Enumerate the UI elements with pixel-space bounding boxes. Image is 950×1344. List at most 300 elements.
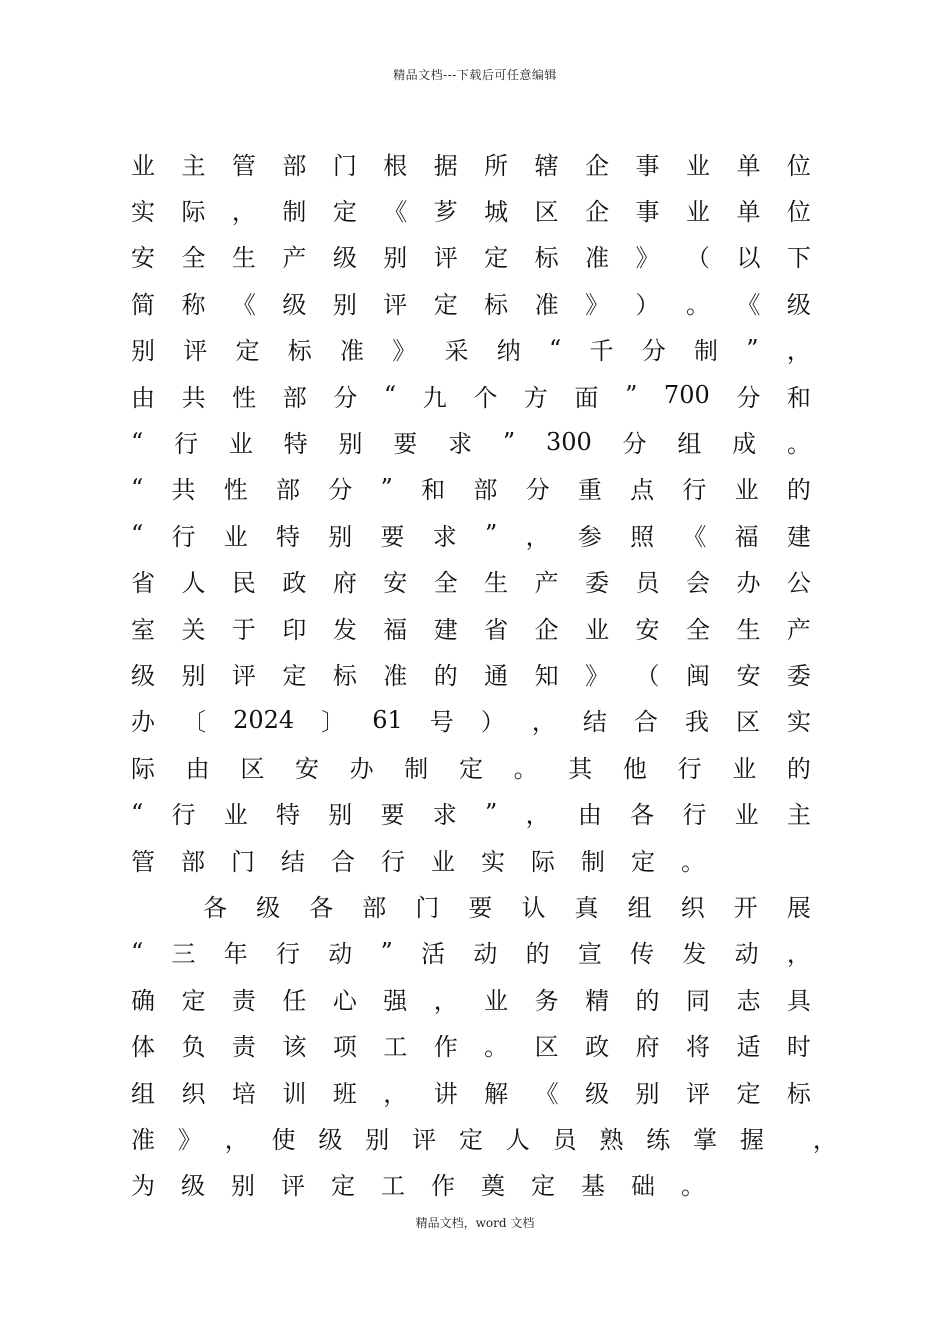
text-char: 事 <box>635 151 660 180</box>
text-char: 别 <box>131 337 155 366</box>
text-char: 定 <box>332 198 357 227</box>
text-line <box>131 372 811 418</box>
text-char: 通 <box>484 661 509 690</box>
text-char: 志 <box>736 986 761 1015</box>
text-char: 实 <box>787 708 811 737</box>
text-char: 主 <box>181 151 206 180</box>
text-line <box>131 882 811 928</box>
text-char: 别 <box>231 1172 255 1201</box>
text-char: 福 <box>734 522 759 551</box>
text-char: 业 <box>431 847 455 876</box>
text-char: 动 <box>328 940 353 969</box>
text-char: 区 <box>240 754 265 783</box>
text-char: 务 <box>534 986 559 1015</box>
text-char: 使 <box>271 1125 296 1154</box>
text-char: “ <box>131 937 144 966</box>
text-char: 实 <box>131 198 155 227</box>
text-char: 管 <box>131 847 155 876</box>
text-char: “ <box>383 381 397 410</box>
text-char: 。 <box>484 1033 509 1062</box>
text-char: 由 <box>577 801 602 830</box>
text-char: ） <box>480 708 505 737</box>
text-char: 企 <box>585 198 610 227</box>
text-char: 同 <box>685 986 710 1015</box>
text-char: 简 <box>131 290 155 319</box>
text-char: 的 <box>525 940 550 969</box>
page-footer: 精品文档，word 文档 <box>415 1216 535 1230</box>
text-char: 定 <box>458 754 483 783</box>
text-char: 将 <box>685 1033 710 1062</box>
text-char: 采 <box>444 337 469 366</box>
text-char: 行 <box>682 476 707 505</box>
text-char: 织 <box>181 1079 206 1108</box>
text-char: 和 <box>421 476 446 505</box>
text-char: 制 <box>694 337 719 366</box>
text-char: 》 <box>585 290 610 319</box>
text-char: 员 <box>635 569 660 598</box>
text-char: 求 <box>432 522 457 551</box>
text-char: 生 <box>736 615 761 644</box>
text-char: 实 <box>481 847 505 876</box>
text-char: 61 <box>372 705 403 734</box>
text-char: 》 <box>177 1125 202 1154</box>
text-char: 评 <box>433 244 458 273</box>
text-char: 城 <box>484 198 509 227</box>
text-char: 时 <box>786 1033 811 1062</box>
text-char: 级 <box>318 1125 343 1154</box>
text-char: “ <box>131 427 144 456</box>
text-char: 的 <box>433 661 458 690</box>
text-char: 人 <box>181 569 206 598</box>
text-line <box>131 558 811 604</box>
text-char: 培 <box>231 1079 256 1108</box>
text-char: 他 <box>622 754 647 783</box>
text-char: 定 <box>458 1125 483 1154</box>
text-char: 要 <box>468 893 493 922</box>
text-char: 制 <box>581 847 605 876</box>
text-char: 工 <box>383 1033 408 1062</box>
text-line <box>131 140 811 186</box>
text-char: 标 <box>332 661 357 690</box>
text-char: ， <box>231 198 256 227</box>
text-char: “ <box>131 520 144 549</box>
text-char: 政 <box>282 569 307 598</box>
text-char: 宣 <box>577 940 602 969</box>
text-char: 掌 <box>693 1125 718 1154</box>
text-char: ， <box>531 708 556 737</box>
text-char: 分 <box>333 383 358 412</box>
text-char: 行 <box>381 847 405 876</box>
text-char: 年 <box>223 940 248 969</box>
text-char: 于 <box>231 615 256 644</box>
text-char: 结 <box>281 847 305 876</box>
text-char: 标 <box>786 1079 811 1108</box>
text-char: 三 <box>171 940 196 969</box>
text-char: 础 <box>631 1172 655 1201</box>
text-char: 区 <box>735 708 760 737</box>
text-char: 照 <box>630 522 655 551</box>
text-char: 定 <box>736 1079 761 1108</box>
text-char: 奠 <box>481 1172 505 1201</box>
text-char: 主 <box>786 801 811 830</box>
text-char: 共 <box>181 383 206 412</box>
text-char: 位 <box>786 198 811 227</box>
text-line <box>131 789 811 835</box>
text-char: 负 <box>181 1033 206 1062</box>
text-char: 求 <box>432 801 457 830</box>
text-char: 精 <box>585 986 610 1015</box>
text-char: 全 <box>433 569 458 598</box>
text-char: 。 <box>681 847 705 876</box>
text-char: 业 <box>734 476 759 505</box>
text-char: 性 <box>232 383 257 412</box>
text-char: 办 <box>736 569 761 598</box>
text-char: 行 <box>677 754 702 783</box>
text-char: 制 <box>282 198 307 227</box>
text-char: 责 <box>231 1033 256 1062</box>
text-char: 定 <box>235 337 260 366</box>
text-char: 定 <box>631 847 655 876</box>
text-char: 《 <box>682 522 707 551</box>
text-char: 。 <box>513 754 538 783</box>
text-char: 项 <box>332 1033 357 1062</box>
text-char: 部 <box>276 476 301 505</box>
text-char: ” <box>746 334 759 363</box>
text-char: 解 <box>484 1079 509 1108</box>
text-char: 为 <box>131 1172 155 1201</box>
text-char: 具 <box>786 986 811 1015</box>
text-char: ， <box>525 522 550 551</box>
text-line <box>131 836 811 882</box>
text-char: 准 <box>534 290 559 319</box>
text-char: 门 <box>231 847 255 876</box>
text-line <box>131 279 811 325</box>
text-char: 认 <box>521 893 546 922</box>
text-char: 标 <box>484 290 509 319</box>
text-char: 组 <box>131 1079 155 1108</box>
text-char: 各 <box>309 893 334 922</box>
text-char: 业 <box>685 198 710 227</box>
text-char: 别 <box>332 290 357 319</box>
text-char: 级 <box>256 893 281 922</box>
text-char: 作 <box>431 1172 455 1201</box>
text-char: 福 <box>383 615 408 644</box>
text-char: 的 <box>786 476 811 505</box>
text-char: 合 <box>633 708 658 737</box>
text-char: 和 <box>786 383 811 412</box>
text-char: 业 <box>585 615 610 644</box>
text-char: 号 <box>429 708 454 737</box>
text-char: 300 <box>545 427 592 456</box>
text-char: 辖 <box>534 151 559 180</box>
text-char: 别 <box>383 244 408 273</box>
text-char: ， <box>433 986 458 1015</box>
text-line <box>131 1161 811 1207</box>
text-char: 各 <box>203 893 227 922</box>
text-char: 〕 <box>321 708 346 737</box>
text-char: 单 <box>736 198 761 227</box>
text-char: ” <box>380 937 393 966</box>
text-char: 业 <box>484 986 509 1015</box>
text-char: 别 <box>338 430 363 459</box>
text-char: 员 <box>552 1125 577 1154</box>
text-char: 参 <box>577 522 602 551</box>
text-char: 标 <box>534 244 559 273</box>
text-char: 《 <box>534 1079 559 1108</box>
text-line <box>131 650 811 696</box>
text-char: 要 <box>380 801 405 830</box>
text-char: 建 <box>786 522 811 551</box>
text-char: ， <box>786 337 811 366</box>
text-char: 府 <box>332 569 357 598</box>
text-char: 产 <box>534 569 559 598</box>
text-char: 委 <box>585 569 610 598</box>
text-line <box>131 604 811 650</box>
text-char: 行 <box>174 430 199 459</box>
text-char: 安 <box>383 569 408 598</box>
text-char: 确 <box>131 986 155 1015</box>
text-char: 评 <box>412 1125 437 1154</box>
text-char: 分 <box>525 476 550 505</box>
text-char: 体 <box>131 1033 155 1062</box>
text-char: ” <box>502 427 516 456</box>
text-char: 部 <box>362 893 387 922</box>
text-line <box>131 929 811 975</box>
text-char: 动 <box>734 940 759 969</box>
overflow-punctuation: ， <box>812 1125 837 1154</box>
text-char: 个 <box>473 383 498 412</box>
text-char: 班 <box>332 1079 357 1108</box>
text-char: 由 <box>185 754 210 783</box>
text-char: 办 <box>349 754 374 783</box>
text-line <box>131 186 811 232</box>
text-char: 级 <box>332 244 357 273</box>
text-char: 700 <box>663 381 710 410</box>
text-line <box>131 1114 837 1160</box>
text-char: “ <box>549 334 562 363</box>
text-char: 讲 <box>433 1079 458 1108</box>
text-char: 心 <box>332 986 357 1015</box>
text-char: 政 <box>585 1033 610 1062</box>
text-char: 点 <box>630 476 655 505</box>
text-char: 准 <box>340 337 364 366</box>
text-char: 室 <box>131 615 155 644</box>
text-char: 级 <box>585 1079 610 1108</box>
text-line <box>131 233 811 279</box>
text-char: 根 <box>383 151 408 180</box>
text-char: 开 <box>733 893 758 922</box>
text-char: 称 <box>181 290 206 319</box>
text-char: 强 <box>383 986 408 1015</box>
text-line <box>131 1021 811 1067</box>
text-char: 定 <box>282 661 307 690</box>
text-char: 定 <box>484 244 509 273</box>
text-char: 产 <box>282 244 307 273</box>
text-char: 。 <box>681 1172 705 1201</box>
text-char: 单 <box>736 151 761 180</box>
text-char: 印 <box>282 615 307 644</box>
text-char: 准 <box>383 661 408 690</box>
text-char: 建 <box>433 615 458 644</box>
text-char: 门 <box>415 893 440 922</box>
text-char: 际 <box>531 847 555 876</box>
text-char: 》 <box>392 337 417 366</box>
text-char: 闽 <box>685 661 710 690</box>
document-body <box>131 140 837 1207</box>
text-char: 展 <box>786 893 811 922</box>
text-char: 部 <box>473 476 498 505</box>
text-char: 省 <box>131 569 155 598</box>
text-char: 人 <box>505 1125 530 1154</box>
text-char: 九 <box>422 383 447 412</box>
text-char: 我 <box>684 708 709 737</box>
text-char: 安 <box>635 615 660 644</box>
text-char: 别 <box>181 661 206 690</box>
text-char: 熟 <box>599 1125 624 1154</box>
text-char: 动 <box>473 940 498 969</box>
text-char: 以 <box>736 244 761 273</box>
text-char: 别 <box>328 522 353 551</box>
text-char: 业 <box>131 151 155 180</box>
text-char: 合 <box>331 847 355 876</box>
text-char: 全 <box>685 615 710 644</box>
text-char: 》 <box>585 661 610 690</box>
page-header: 精品文档---下载后可任意编辑 <box>393 68 557 82</box>
text-char: 企 <box>534 615 559 644</box>
text-char: 其 <box>568 754 593 783</box>
text-char: 级 <box>282 290 307 319</box>
text-char: 该 <box>282 1033 307 1062</box>
text-char: 2024 <box>233 705 295 734</box>
text-char: 。 <box>786 430 811 459</box>
text-char: ， <box>525 801 550 830</box>
text-char: 评 <box>383 290 408 319</box>
text-char: 安 <box>131 244 155 273</box>
text-char: 纳 <box>496 337 521 366</box>
text-char: 部 <box>282 151 307 180</box>
text-char: 组 <box>677 430 702 459</box>
text-char: 产 <box>786 615 811 644</box>
text-line <box>131 465 811 511</box>
text-line <box>131 326 811 372</box>
text-char: 准 <box>585 244 610 273</box>
text-char: 的 <box>786 754 811 783</box>
text-char: 分 <box>736 383 761 412</box>
text-char: 行 <box>171 801 196 830</box>
text-line <box>131 511 811 557</box>
text-char: （ <box>635 661 660 690</box>
text-char: 公 <box>786 569 811 598</box>
text-char: 区 <box>534 198 559 227</box>
text-char: 握 <box>739 1125 764 1154</box>
text-line <box>131 743 811 789</box>
text-char: 。 <box>685 290 710 319</box>
text-char: 位 <box>786 151 811 180</box>
text-char: 活 <box>421 940 446 969</box>
text-char: ” <box>625 381 638 410</box>
text-line <box>131 697 811 743</box>
text-char: 行 <box>682 801 707 830</box>
text-char: 部 <box>282 383 307 412</box>
text-char: 级 <box>181 1172 205 1201</box>
text-char: 训 <box>282 1079 307 1108</box>
text-char: 别 <box>365 1125 390 1154</box>
text-char: 结 <box>582 708 607 737</box>
text-char: ” <box>485 798 498 827</box>
text-char: 际 <box>181 198 206 227</box>
text-char: 定 <box>531 1172 555 1201</box>
text-char: 各 <box>630 801 655 830</box>
text-char: 要 <box>380 522 405 551</box>
text-char: 安 <box>294 754 319 783</box>
text-char: 任 <box>282 986 307 1015</box>
text-char: 工 <box>381 1172 405 1201</box>
text-char: 《 <box>231 290 256 319</box>
text-char: 业 <box>732 754 757 783</box>
text-char: 关 <box>181 615 206 644</box>
text-char: 办 <box>131 708 155 737</box>
text-char: 门 <box>332 151 357 180</box>
text-char: 分 <box>328 476 353 505</box>
text-char: ） <box>635 290 660 319</box>
text-char: 生 <box>231 244 256 273</box>
text-char: 知 <box>534 661 559 690</box>
text-char: 行 <box>171 522 196 551</box>
text-char: ” <box>380 473 393 502</box>
text-char: 分 <box>641 337 666 366</box>
text-char: 标 <box>287 337 312 366</box>
text-char: 际 <box>131 754 155 783</box>
text-char: 基 <box>581 1172 605 1201</box>
text-char: 府 <box>635 1033 660 1062</box>
text-char: 方 <box>523 383 548 412</box>
text-char: 全 <box>181 244 206 273</box>
text-char: 由 <box>131 383 155 412</box>
text-char: 发 <box>332 615 357 644</box>
text-char: 企 <box>585 151 610 180</box>
text-char: 级 <box>786 290 811 319</box>
text-char: 省 <box>484 615 509 644</box>
text-char: 评 <box>685 1079 710 1108</box>
text-char: 真 <box>574 893 599 922</box>
text-char: 》 <box>635 244 660 273</box>
text-char: 求 <box>448 430 473 459</box>
text-char: 作 <box>433 1033 458 1062</box>
text-char: 会 <box>685 569 710 598</box>
text-char: 〔 <box>182 708 207 737</box>
text-char: 特 <box>276 801 301 830</box>
text-char: 定 <box>181 986 206 1015</box>
text-char: 定 <box>331 1172 355 1201</box>
text-char: ” <box>485 520 498 549</box>
text-char: 练 <box>646 1125 671 1154</box>
text-char: 分 <box>622 430 647 459</box>
text-char: 责 <box>231 986 256 1015</box>
text-char: 传 <box>630 940 655 969</box>
text-char: 性 <box>223 476 248 505</box>
text-char: 委 <box>786 661 811 690</box>
text-char: ， <box>224 1125 249 1154</box>
text-char: 共 <box>171 476 196 505</box>
text-char: 民 <box>231 569 256 598</box>
text-char: “ <box>131 798 144 827</box>
text-char: 安 <box>736 661 761 690</box>
text-line <box>131 418 811 464</box>
text-char: 级 <box>131 661 155 690</box>
text-char: 面 <box>574 383 599 412</box>
text-char: 评 <box>281 1172 305 1201</box>
text-char: ， <box>383 1079 408 1108</box>
